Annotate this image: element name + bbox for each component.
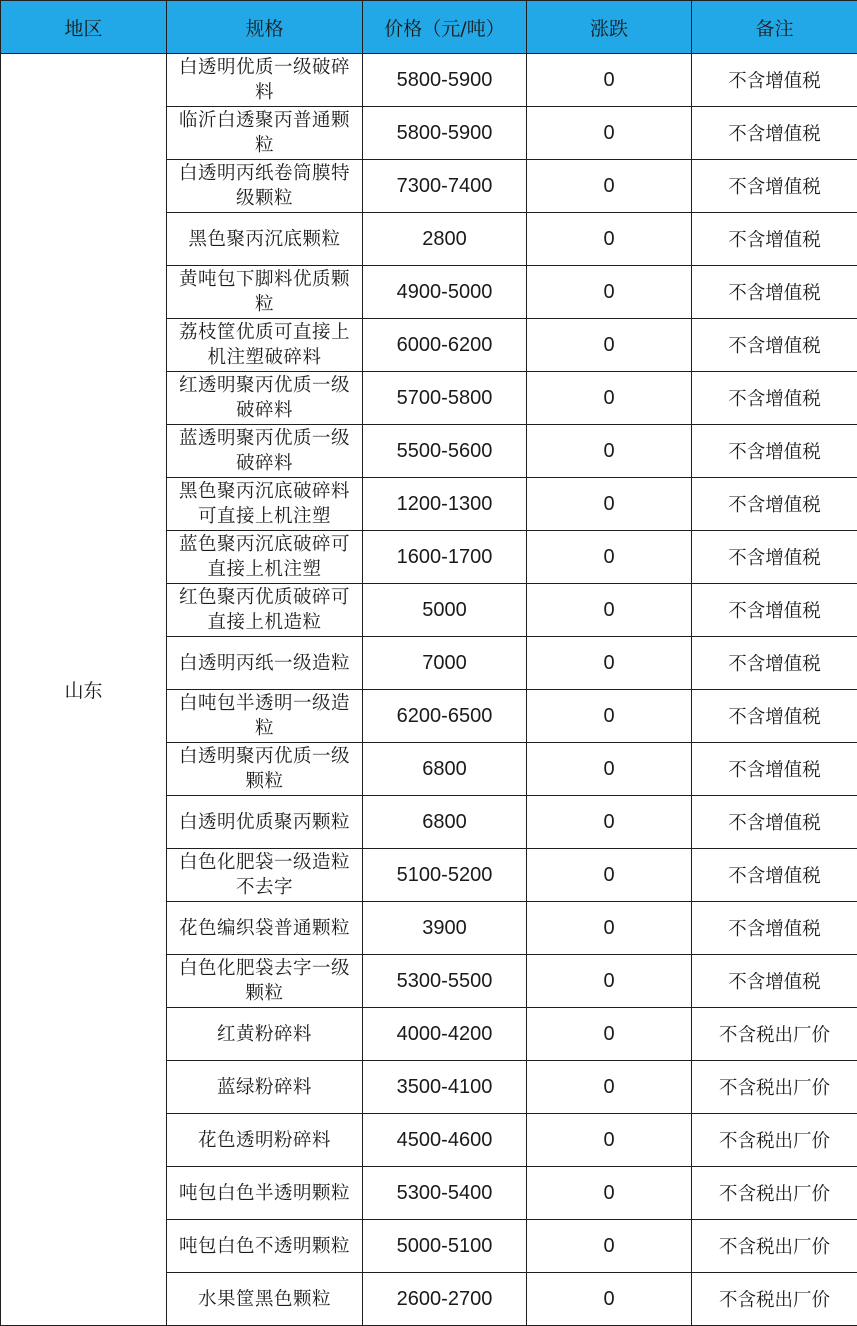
spec-cell: 红透明聚丙优质一级破碎料	[167, 372, 363, 425]
change-cell: 0	[527, 54, 692, 107]
change-cell: 0	[527, 1220, 692, 1273]
price-cell: 5300-5500	[363, 955, 527, 1008]
price-cell: 7000	[363, 637, 527, 690]
note-cell: 不含增值税	[692, 54, 857, 107]
spec-cell: 白色化肥袋一级造粒不去字	[167, 849, 363, 902]
price-cell: 6000-6200	[363, 319, 527, 372]
note-cell: 不含增值税	[692, 849, 857, 902]
price-cell: 5000	[363, 584, 527, 637]
header-note: 备注	[692, 1, 857, 54]
note-cell: 不含增值税	[692, 319, 857, 372]
note-cell: 不含增值税	[692, 266, 857, 319]
spec-cell: 黑色聚丙沉底颗粒	[167, 213, 363, 266]
note-cell: 不含增值税	[692, 160, 857, 213]
price-cell: 6800	[363, 796, 527, 849]
change-cell: 0	[527, 902, 692, 955]
spec-cell: 白透明丙纸一级造粒	[167, 637, 363, 690]
price-cell: 1600-1700	[363, 531, 527, 584]
change-cell: 0	[527, 372, 692, 425]
price-cell: 5800-5900	[363, 107, 527, 160]
spec-cell: 白透明优质聚丙颗粒	[167, 796, 363, 849]
price-cell: 1200-1300	[363, 478, 527, 531]
header-spec: 规格	[167, 1, 363, 54]
header-price: 价格（元/吨）	[363, 1, 527, 54]
note-cell: 不含税出厂价	[692, 1008, 857, 1061]
region-cell: 山东	[1, 54, 167, 1326]
change-cell: 0	[527, 1273, 692, 1326]
spec-cell: 黑色聚丙沉底破碎料可直接上机注塑	[167, 478, 363, 531]
price-cell: 5800-5900	[363, 54, 527, 107]
spec-cell: 白透明聚丙优质一级颗粒	[167, 743, 363, 796]
table-header	[1, 1, 857, 54]
change-cell: 0	[527, 796, 692, 849]
note-cell: 不含增值税	[692, 584, 857, 637]
change-cell: 0	[527, 690, 692, 743]
header-row	[1, 1, 857, 54]
price-cell: 4000-4200	[363, 1008, 527, 1061]
price-cell: 5700-5800	[363, 372, 527, 425]
spec-cell: 吨包白色半透明颗粒	[167, 1167, 363, 1220]
spec-cell: 临沂白透聚丙普通颗粒	[167, 107, 363, 160]
spec-cell: 花色透明粉碎料	[167, 1114, 363, 1167]
spec-cell: 吨包白色不透明颗粒	[167, 1220, 363, 1273]
table-body	[1, 54, 857, 1326]
price-cell: 4500-4600	[363, 1114, 527, 1167]
price-cell: 6200-6500	[363, 690, 527, 743]
spec-cell: 蓝绿粉碎料	[167, 1061, 363, 1114]
change-cell: 0	[527, 955, 692, 1008]
note-cell: 不含增值税	[692, 531, 857, 584]
change-cell: 0	[527, 637, 692, 690]
spec-cell: 红色聚丙优质破碎可直接上机造粒	[167, 584, 363, 637]
change-cell: 0	[527, 213, 692, 266]
spec-cell: 红黄粉碎料	[167, 1008, 363, 1061]
note-cell: 不含增值税	[692, 796, 857, 849]
note-cell: 不含税出厂价	[692, 1167, 857, 1220]
price-cell: 3900	[363, 902, 527, 955]
table-row	[1, 54, 857, 107]
change-cell: 0	[527, 478, 692, 531]
change-cell: 0	[527, 425, 692, 478]
change-cell: 0	[527, 107, 692, 160]
price-cell: 2600-2700	[363, 1273, 527, 1326]
note-cell: 不含税出厂价	[692, 1220, 857, 1273]
note-cell: 不含增值税	[692, 955, 857, 1008]
spec-cell: 白吨包半透明一级造粒	[167, 690, 363, 743]
note-cell: 不含增值税	[692, 902, 857, 955]
change-cell: 0	[527, 1114, 692, 1167]
note-cell: 不含增值税	[692, 743, 857, 796]
spec-cell: 黄吨包下脚料优质颗粒	[167, 266, 363, 319]
note-cell: 不含增值税	[692, 213, 857, 266]
price-cell: 3500-4100	[363, 1061, 527, 1114]
price-cell: 5000-5100	[363, 1220, 527, 1273]
note-cell: 不含税出厂价	[692, 1273, 857, 1326]
change-cell: 0	[527, 531, 692, 584]
price-cell: 5100-5200	[363, 849, 527, 902]
note-cell: 不含增值税	[692, 478, 857, 531]
spec-cell: 荔枝筐优质可直接上机注塑破碎料	[167, 319, 363, 372]
change-cell: 0	[527, 584, 692, 637]
change-cell: 0	[527, 266, 692, 319]
change-cell: 0	[527, 1167, 692, 1220]
change-cell: 0	[527, 1061, 692, 1114]
price-cell: 4900-5000	[363, 266, 527, 319]
price-cell: 5300-5400	[363, 1167, 527, 1220]
price-cell: 6800	[363, 743, 527, 796]
price-cell: 5500-5600	[363, 425, 527, 478]
change-cell: 0	[527, 160, 692, 213]
note-cell: 不含增值税	[692, 107, 857, 160]
spec-cell: 蓝透明聚丙优质一级破碎料	[167, 425, 363, 478]
price-cell: 7300-7400	[363, 160, 527, 213]
spec-cell: 白透明丙纸卷筒膜特级颗粒	[167, 160, 363, 213]
header-change: 涨跌	[527, 1, 692, 54]
note-cell: 不含增值税	[692, 637, 857, 690]
spec-cell: 水果筐黑色颗粒	[167, 1273, 363, 1326]
change-cell: 0	[527, 1008, 692, 1061]
spec-cell: 花色编织袋普通颗粒	[167, 902, 363, 955]
change-cell: 0	[527, 743, 692, 796]
note-cell: 不含增值税	[692, 690, 857, 743]
change-cell: 0	[527, 319, 692, 372]
spec-cell: 白色化肥袋去字一级颗粒	[167, 955, 363, 1008]
note-cell: 不含增值税	[692, 425, 857, 478]
note-cell: 不含税出厂价	[692, 1114, 857, 1167]
spec-cell: 白透明优质一级破碎料	[167, 54, 363, 107]
price-cell: 2800	[363, 213, 527, 266]
spec-cell: 蓝色聚丙沉底破碎可直接上机注塑	[167, 531, 363, 584]
header-region: 地区	[1, 1, 167, 54]
note-cell: 不含税出厂价	[692, 1061, 857, 1114]
note-cell: 不含增值税	[692, 372, 857, 425]
change-cell: 0	[527, 849, 692, 902]
